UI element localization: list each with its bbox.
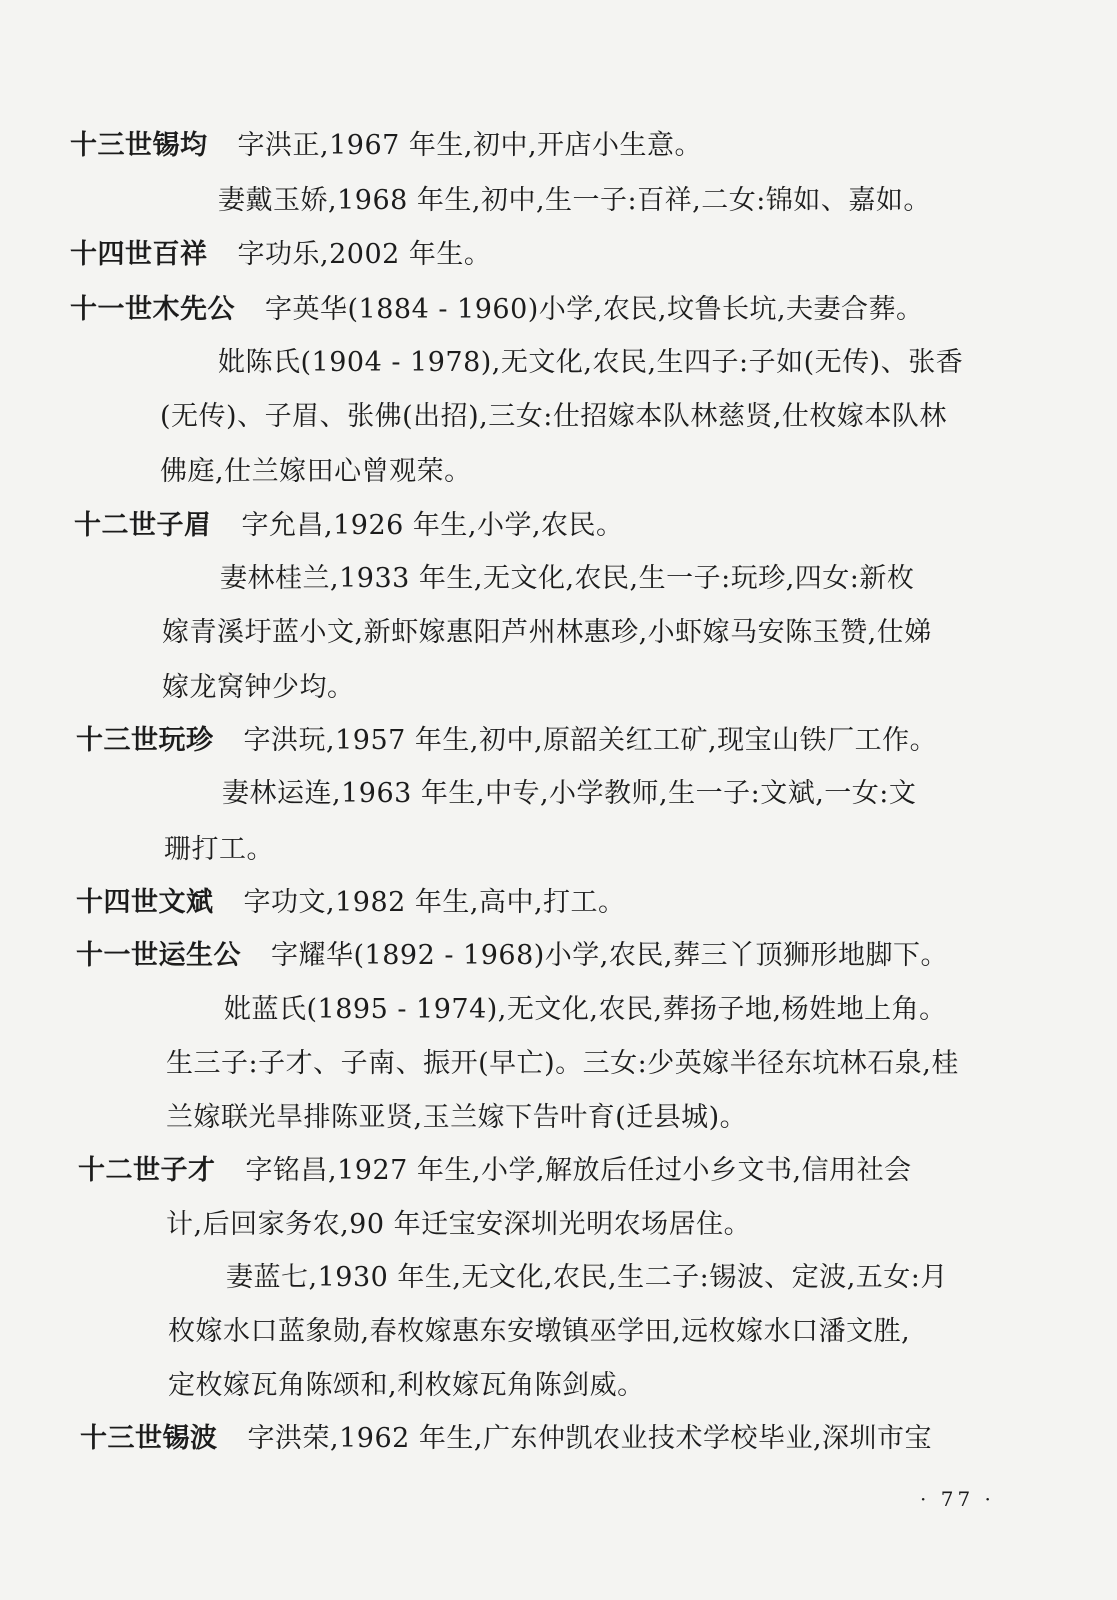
entry-heading-line bbox=[80, 1421, 932, 1457]
entry-text: 字耀华(1892 - 1968)小学,农民,葬三丫顶狮形地脚下。 bbox=[271, 940, 948, 971]
entry-text-line: 生三子:子才、子南、振开(早亡)。三女:少英嫁半径东坑林石泉,桂 bbox=[166, 1048, 959, 1079]
entry-text-line: 嫁青溪圩蓝小文,新虾嫁惠阳芦州林惠珍,小虾嫁马安陈玉赞,仕娣 bbox=[162, 617, 932, 648]
entry-heading: 十一世运生公 bbox=[76, 940, 241, 971]
entry-heading-line bbox=[76, 938, 948, 974]
entry-heading-line bbox=[74, 508, 624, 544]
entry-text-line: 兰嫁联光旱排陈亚贤,玉兰嫁下告叶育(迁县城)。 bbox=[166, 1102, 748, 1133]
entry-heading: 十二世子眉 bbox=[74, 510, 212, 541]
entry-heading: 十四世百祥 bbox=[70, 239, 208, 270]
entry-heading: 十四世文斌 bbox=[76, 887, 214, 918]
entry-text: 字铭昌,1927 年生,小学,解放后任过小乡文书,信用社会 bbox=[245, 1155, 912, 1186]
entry-heading: 十一世木先公 bbox=[70, 294, 235, 325]
entry-text: 字洪荣,1962 年生,广东仲凯农业技术学校毕业,深圳市宝 bbox=[247, 1423, 933, 1454]
entry-text-line: 定枚嫁瓦角陈颂和,利枚嫁瓦角陈剑威。 bbox=[168, 1370, 645, 1401]
entry-text-line: 嫁龙窝钟少均。 bbox=[162, 672, 355, 703]
entry-text: 字功文,1982 年生,高中,打工。 bbox=[243, 887, 626, 918]
entry-heading-line bbox=[70, 237, 491, 273]
entry-text-line: 妻林桂兰,1933 年生,无文化,农民,生一子:玩珍,四女:新枚 bbox=[220, 563, 915, 594]
entry-text: 字允昌,1926 年生,小学,农民。 bbox=[241, 510, 624, 541]
entry-heading: 十三世锡波 bbox=[80, 1423, 218, 1454]
entry-heading: 十三世玩珍 bbox=[76, 725, 214, 756]
entry-text: 字功乐,2002 年生。 bbox=[237, 239, 492, 270]
entry-text-line: (无传)、子眉、张佛(出招),三女:仕招嫁本队林慈贤,仕枚嫁本队林 bbox=[160, 401, 947, 432]
entry-text-line: 妻戴玉娇,1968 年生,初中,生一子:百祥,二女:锦如、嘉如。 bbox=[218, 185, 931, 216]
entry-text: 字洪玩,1957 年生,初中,原韶关红工矿,现宝山铁厂工作。 bbox=[243, 725, 938, 756]
entry-text-line: 珊打工。 bbox=[164, 834, 274, 865]
entry-text: 字英华(1884 - 1960)小学,农民,坟鲁长坑,夫妻合葬。 bbox=[265, 294, 924, 325]
entry-text-line: 妣陈氏(1904 - 1978),无文化,农民,生四子:子如(无传)、张香 bbox=[218, 347, 964, 378]
entry-text-line: 妻蓝七,1930 年生,无文化,农民,生二子:锡波、定波,五女:月 bbox=[226, 1262, 948, 1293]
entry-text-line: 计,后回家务农,90 年迁宝安深圳光明农场居住。 bbox=[166, 1209, 752, 1240]
entry-heading: 十二世子才 bbox=[78, 1155, 216, 1186]
entry-text-line: 妣蓝氏(1895 - 1974),无文化,农民,葬扬子地,杨姓地上角。 bbox=[224, 994, 947, 1025]
entry-text-line: 枚嫁水口蓝象勋,春枚嫁惠东安墩镇巫学田,远枚嫁水口潘文胜, bbox=[168, 1316, 911, 1347]
entry-heading-line bbox=[76, 885, 626, 921]
entry-text-line: 佛庭,仕兰嫁田心曾观荣。 bbox=[160, 456, 472, 487]
entry-heading-line bbox=[76, 723, 937, 759]
entry-heading-line bbox=[70, 292, 924, 328]
entry-text-line: 妻林运连,1963 年生,中专,小学教师,生一子:文斌,一女:文 bbox=[222, 778, 917, 809]
entry-heading-line bbox=[70, 128, 702, 164]
entry-heading: 十三世锡均 bbox=[70, 130, 208, 161]
entry-text: 字洪正,1967 年生,初中,开店小生意。 bbox=[237, 130, 703, 161]
page-number: · 77 · bbox=[920, 1487, 995, 1511]
entry-heading-line bbox=[78, 1153, 912, 1189]
